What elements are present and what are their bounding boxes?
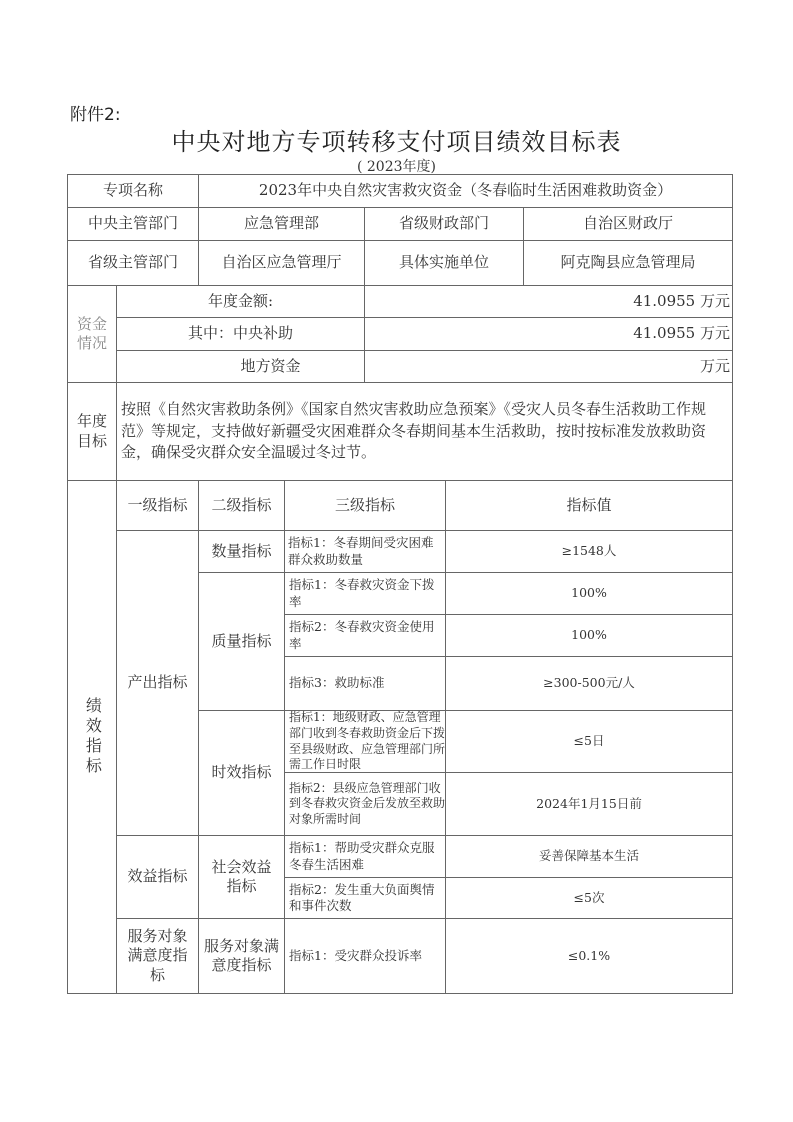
indicator-name: 指标1：受灾群众投诉率: [284, 918, 446, 994]
prov-finance-label: 省级财政部门: [364, 207, 524, 241]
header-level3: 三级指标: [284, 480, 446, 531]
indicator-value: ≥300-500元/人: [445, 656, 733, 711]
indicator-value: 2024年1月15日前: [445, 772, 733, 836]
indicator-value: 100%: [445, 614, 733, 657]
impl-unit-value: 阿克陶县应急管理局: [523, 240, 733, 286]
level1-satisfaction: 服务对象满意度指标: [116, 918, 199, 994]
prov-dept-value: 自治区应急管理厅: [198, 240, 365, 286]
indicator-value: ≤0.1%: [445, 918, 733, 994]
indicator-name: 指标1：地级财政、应急管理部门收到冬春救助资金后下拨至县级财政、应急管理部门所需工作日时限: [284, 710, 446, 773]
year-label: ( 2023年度): [356, 159, 436, 175]
indicator-name: 指标2：冬春救灾资金使用率: [284, 614, 446, 657]
goal-text: 按照《自然灾害救助条例》《国家自然灾害救助应急预案》《受灾人员冬春生活救助工作规范》等规定，支持做好新疆受灾困难群众冬春期间基本生活救助，按时按标准发放救助资金，确保受灾群众安全温暖过冬过节。: [116, 382, 733, 481]
indicator-name: 指标1：冬春救灾资金下拨率: [284, 572, 446, 615]
central-dept-label: 中央主管部门: [67, 207, 199, 241]
indicator-name: 指标1：帮助受灾群众克服冬春生活困难: [284, 835, 446, 878]
central-dept-value: 应急管理部: [198, 207, 365, 241]
indicator-value: ≤5次: [445, 877, 733, 919]
funds-row-label: 年度金额:: [116, 285, 365, 318]
funds-row-value: 万元: [364, 350, 733, 383]
project-name-label: 专项名称: [67, 174, 199, 208]
indicator-value: ≤5日: [445, 710, 733, 773]
indicator-value: 100%: [445, 572, 733, 615]
level2-quality: 质量指标: [198, 572, 285, 711]
level2-social-benefit: 社会效益指标: [198, 835, 285, 919]
project-name-value: 2023年中央自然灾害救灾资金（冬春临时生活困难救助资金）: [198, 174, 733, 208]
funds-label: 资金情况: [67, 285, 117, 383]
level1-benefit: 效益指标: [116, 835, 199, 919]
indicator-name: 指标2：县级应急管理部门收到冬春救灾资金后发放至救助对象所需时间: [284, 772, 446, 836]
indicators-label: [67, 480, 117, 994]
indicator-value: ≥1548人: [445, 530, 733, 573]
indicator-name: 指标1：冬春期间受灾困难群众救助数量: [284, 530, 446, 573]
level2-timeliness: 时效指标: [198, 710, 285, 836]
header-level2: 二级指标: [198, 480, 285, 531]
funds-row-label: 地方资金: [116, 350, 365, 383]
indicators-label-text: 绩效指标: [83, 697, 103, 777]
impl-unit-label: 具体实施单位: [364, 240, 524, 286]
attachment-label: 附件2:: [70, 105, 121, 125]
funds-row-label: 其中：中央补助: [116, 317, 365, 351]
indicator-name: 指标2：发生重大负面舆情和事件次数: [284, 877, 446, 919]
funds-row-value: 41.0955 万元: [364, 285, 733, 318]
header-value: 指标值: [445, 480, 733, 531]
indicator-name: 指标3：救助标准: [284, 656, 446, 711]
level2-satisfaction: 服务对象满意度指标: [198, 918, 285, 994]
header-level1: 一级指标: [116, 480, 199, 531]
indicator-value: 妥善保障基本生活: [445, 835, 733, 878]
prov-dept-label: 省级主管部门: [67, 240, 199, 286]
goal-label: 年度目标: [67, 382, 117, 481]
prov-finance-value: 自治区财政厅: [523, 207, 733, 241]
funds-row-value: 41.0955 万元: [364, 317, 733, 351]
level1-output: 产出指标: [116, 530, 199, 836]
page-title: 中央对地方专项转移支付项目绩效目标表: [171, 128, 622, 156]
level2-quantity: 数量指标: [198, 530, 285, 573]
